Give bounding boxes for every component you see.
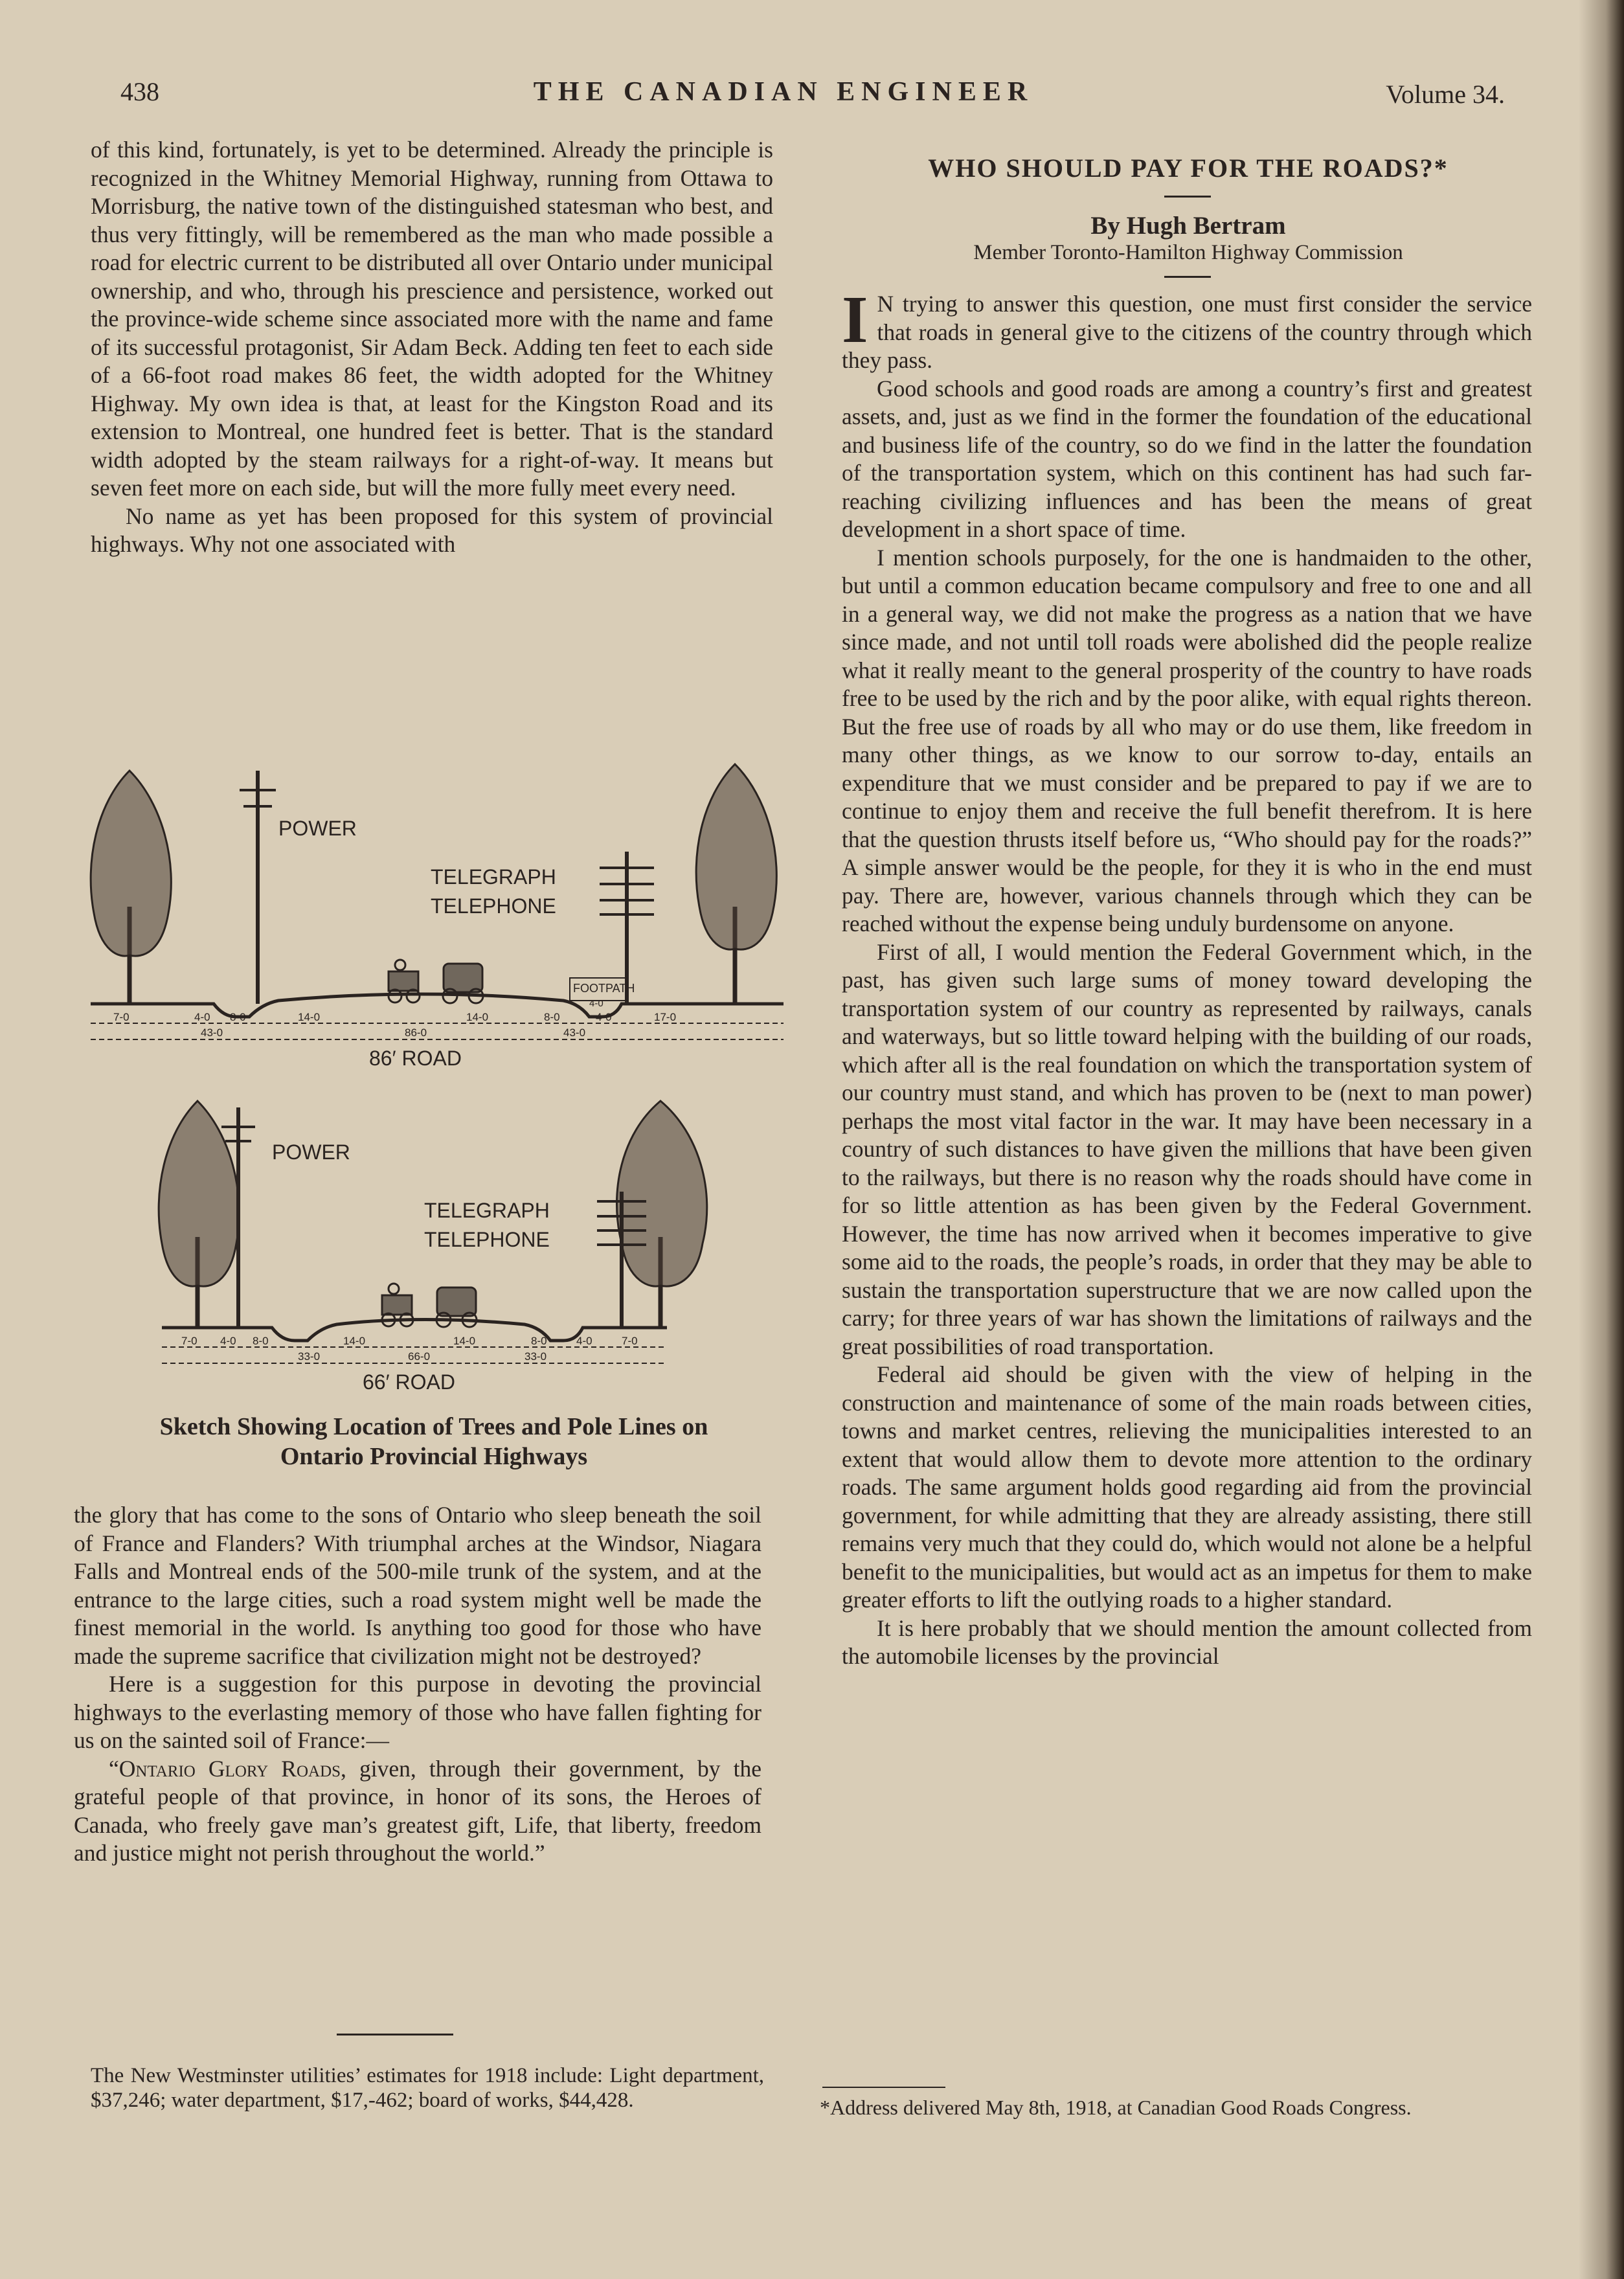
dimension-label: 4-0: [576, 1335, 592, 1347]
figure-caption: Sketch Showing Location of Trees and Pole Lines on Ontario Provincial Highways: [159, 1413, 708, 1470]
paragraph: Good schools and good roads are among a country’s first and greatest assets, and, just as we find in the former the foundation of the educational and business life of the country, so do we find in the latter the foundation of the transportation system, which on this continent has had such far-reaching civilizing influences and has been the means of great development in a short space of time.: [842, 375, 1532, 542]
dimension-label: 4-0: [596, 1011, 612, 1023]
volume-label: Volume 34.: [1386, 80, 1505, 109]
dimension-label: 33-0: [298, 1350, 321, 1363]
paragraph: I N trying to answer this question, one must first consider the service that roads in general give to the citizens of the country through which they pass.: [842, 282, 1532, 373]
title-rule: [1164, 196, 1211, 198]
journal-title: THE CANADIAN ENGINEER: [533, 77, 1034, 107]
paragraph: It is here probably that we should mention the amount collected from the automobile licenses by the provincial: [842, 1615, 1532, 1669]
quote-paragraph: “Ontario Glory Roads, given, through their government, by the grateful people of that province, in honor of its sons, the Heroes of Canada, who freely gave man’s greatest gift, Life, that liberty, freedom and justice might not perish throughout the world.”: [74, 1755, 761, 1866]
paragraph: Here is a suggestion for this purpose in devoting the provincial highways to the everlasting memory of those who have fallen fighting for us on the sainted soil of France:—: [74, 1671, 761, 1753]
footnote: *Address delivered May 8th, 1918, at Canadian Good Roads Congress.: [820, 2096, 1412, 2119]
automobile-icon: [443, 964, 483, 1003]
road-width-label: 66′ ROAD: [363, 1370, 455, 1394]
dimension-label: 4-0: [194, 1011, 210, 1023]
tree-icon: [696, 764, 776, 1004]
power-label: POWER: [272, 1140, 350, 1164]
dimension-label: 7-0: [113, 1011, 130, 1023]
dimension-label: 8-0: [531, 1335, 547, 1347]
paragraph: Federal aid should be given with the view of helping in the construction and maintenance of some of the main roads between cities, towns and market centres, relieving the municipalities interested to an extent that would allow them to devote more attention to the ordinary roads. The same argument holds good regarding aid from the provincial government, for while admitting that they are already assisting, there still remains very much that they could do, which would not alone be a helpful benefit to the municipalities, but would act as an impetus for them to make greater efforts to lift the outlying roads to a higher standard.: [842, 1361, 1532, 1613]
left-column-lower: [74, 1501, 761, 1868]
dimension-label: 7-0: [181, 1335, 197, 1347]
tree-icon: [159, 1101, 239, 1328]
dimension-label: 8-0: [544, 1011, 560, 1023]
tree-icon: [91, 771, 171, 1004]
quote-title: “Ontario Glory Roads,: [109, 1755, 346, 1782]
left-column-upper: [91, 136, 773, 559]
power-pole-icon: [240, 771, 276, 1004]
paragraph: No name as yet has been proposed for this system of provincial highways. Why not one associated with: [91, 503, 773, 557]
road-width-label: 86′ ROAD: [369, 1047, 462, 1070]
power-label: POWER: [278, 817, 357, 840]
section-divider: [337, 2034, 453, 2035]
footpath-label: FOOTPATH: [573, 982, 635, 995]
dimension-label: 17-0: [654, 1011, 677, 1023]
dimension-label: 33-0: [524, 1350, 547, 1363]
telegraph-label: TELEGRAPH: [424, 1199, 550, 1222]
telephone-label: TELEPHONE: [424, 1228, 550, 1251]
author-byline: By Hugh Bertram: [1090, 212, 1286, 240]
paragraph: the glory that has come to the sons of Ontario who sleep beneath the soil of France and Flanders? With triumphal arches at the Windsor, Niagara Falls and Montreal ends of the 500-mile trunk of the system, and at the entrance to the large cities, such a road system might well be made the finest memorial in the world. Is anything too good for those who have made the supreme sacrifice that civilization might not be destroyed?: [74, 1502, 761, 1669]
footpath-width: 4-0: [589, 998, 603, 1009]
dimension-label: 14-0: [298, 1011, 321, 1023]
carriage-icon: [389, 960, 420, 1003]
telephone-label: TELEPHONE: [431, 894, 556, 918]
article-body: [842, 282, 1532, 1671]
dimension-label: 14-0: [466, 1011, 489, 1023]
paragraph: of this kind, fortunately, is yet to be determined. Already the principle is recognized in the Whitney Memorial Highway, running from Ottawa to Morrisburg, the native town of the distinguished statesman who best, and thus very fittingly, will be remembered as the man who made possible a road for electric current to be distributed all over Ontario under municipal ownership, and who, through his prescience and persistence, worked out the province-wide scheme since associated more with the name and fame of its successful protagonist, Sir Adam Beck. Adding ten feet to each side of a 66-foot road makes 86 feet, the width adopted for the Whitney Highway. My own idea is that, at least for the Kingston Road and its extension to Montreal, one hundred feet is better. That is the standard width adopted by the steam railways for a right-of-way. It means but seven feet more on each side, but will the more fully meet every need.: [91, 137, 773, 501]
telegraph-pole-icon: [600, 852, 654, 1004]
footnote-rule: [822, 2087, 945, 2088]
byline-rule: [1164, 276, 1211, 278]
dimension-label: 43-0: [201, 1026, 223, 1039]
drop-cap: I: [842, 282, 868, 357]
dimension-label: 14-0: [453, 1335, 476, 1347]
dimension-label: 7-0: [622, 1335, 638, 1347]
dimension-label: 43-0: [563, 1026, 586, 1039]
running-header: [0, 76, 1567, 115]
paragraph: I mention schools purposely, for the one is handmaiden to the other, but until a common education became compulsory and free to one and all in a general way, we did not make the progress as a nation that we have since made, and not until toll roads were abolished did the people realize what it really meant to the general prosperity of the country to have roads free to be used by the rich and by the poor alike, with equal rights thereon. But the free use of roads by all who may or do use them, like freedom in many other things, as we know to our sorrow to-day, entails an expenditure that we must consider and be prepared to pay if we are to continue to enjoy them and receive the full benefit therefrom. It is here that the question thrusts itself before us, “Who should pay for the roads?” A simple answer would be the people, for they it is who in the end must pay. There are, however, various channels through which they can be reached without the expense being unduly burdensome on anyone.: [842, 544, 1532, 936]
dimension-label: 86-0: [405, 1026, 427, 1039]
road-cross-section-figure: [84, 745, 790, 1405]
dimension-label: 14-0: [343, 1335, 366, 1347]
dimension-label: 8-0: [253, 1335, 269, 1347]
author-affiliation: Member Toronto-Hamilton Highway Commission: [973, 241, 1403, 264]
dimension-label: 4-0: [220, 1335, 236, 1347]
utilities-note: The New Westminster utilities’ estimates for 1918 include: Light department, $37,246; water department, $17,-462; board of works, $44,428.: [91, 2064, 764, 2112]
dimension-label: 8-0: [230, 1011, 246, 1023]
page-binding-shadow: [1579, 0, 1624, 2279]
page-number: 438: [120, 77, 159, 106]
telegraph-label: TELEGRAPH: [431, 865, 556, 889]
article-title: WHO SHOULD PAY FOR THE ROADS?*: [928, 153, 1449, 183]
paragraph: First of all, I would mention the Federal Government which, in the past, has given such large sums of money toward developing the transportation system of our country as represented by railways, canals and waterways, but so little toward helping with the building of our roads, which after all is the real foundation on which the transportation system of our country must stand, and which has proven to be (next to man power) perhaps the most vital factor in the war. It may have been necessary in a country of such distances to have given the millions that have been given to the railways, but there is no reason why the roads should have come in for so little attention as has been given by the Federal Government. However, the time has now arrived when it becomes imperative to give some aid to the roads, the people’s roads, in order that they may be able to sustain the transportation superstructure that we are now called upon the carry; for three years of war has shown the limitations of railways and the great possibilities of road transportation.: [842, 938, 1532, 1359]
dimension-label: 66-0: [408, 1350, 431, 1363]
tree-icon: [617, 1101, 707, 1328]
